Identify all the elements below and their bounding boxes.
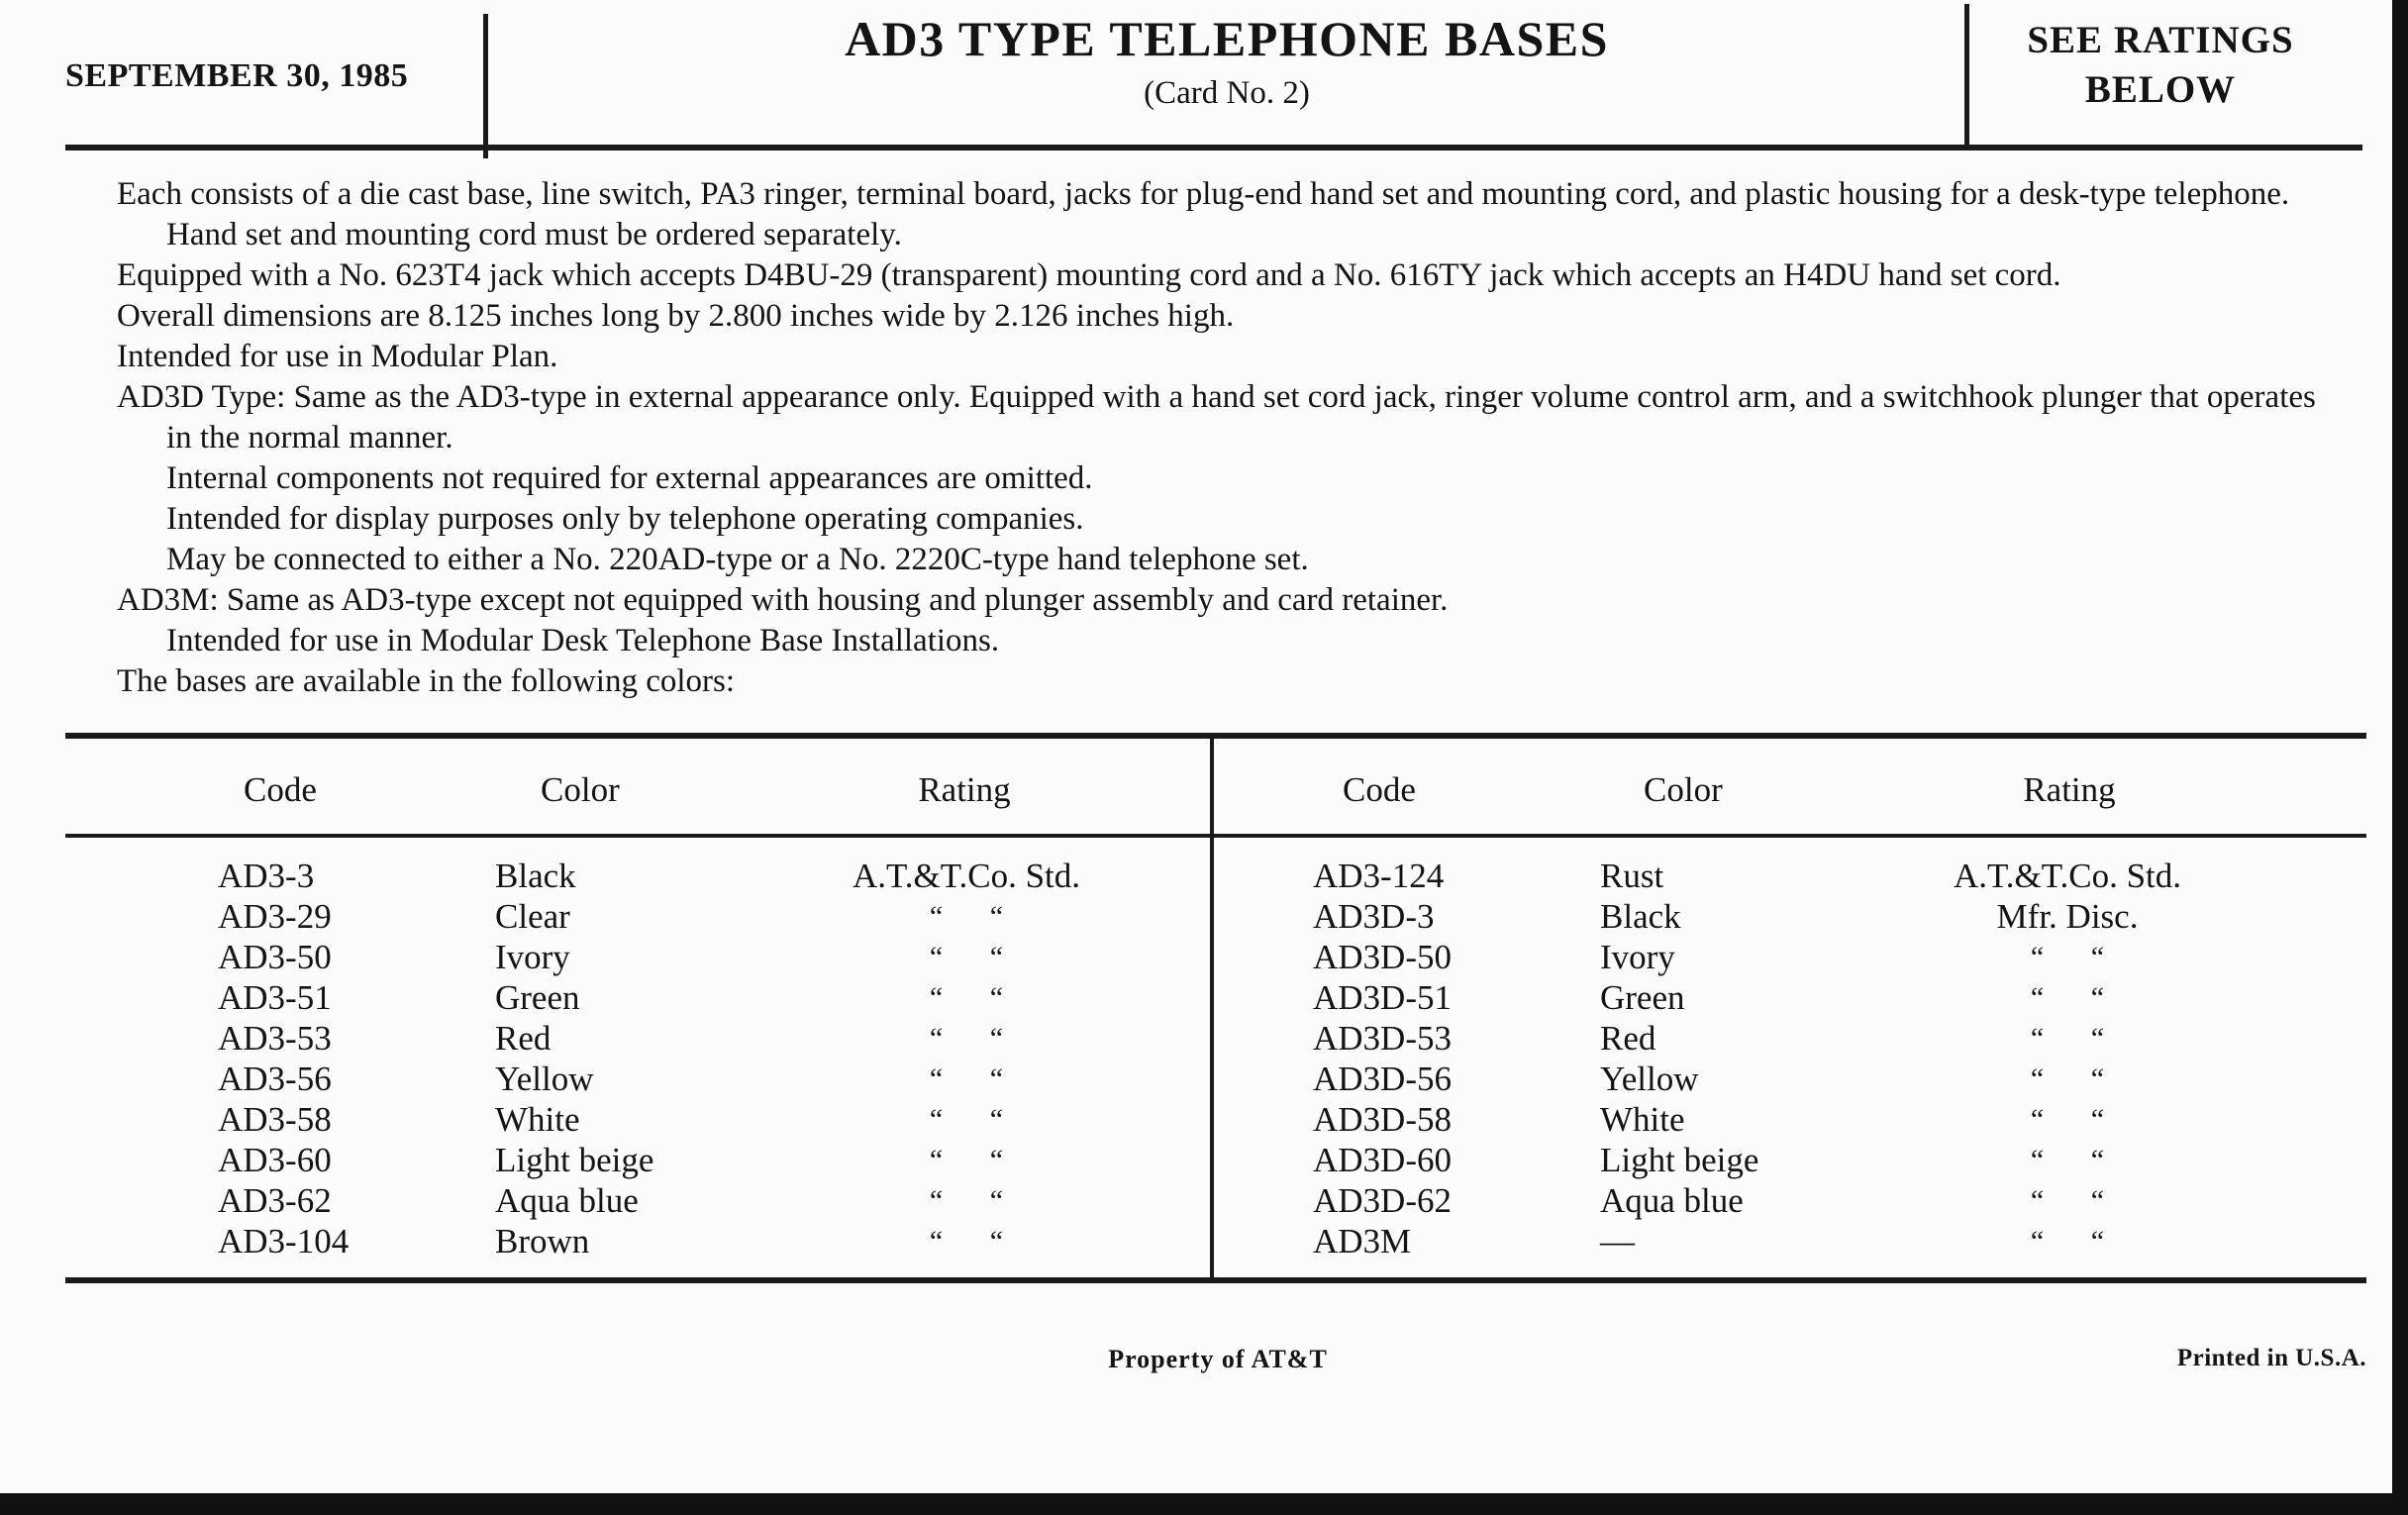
cell-color: Rust	[1600, 857, 1664, 895]
description-paragraph: Internal components not required for external appearances are omitted.	[166, 460, 1093, 496]
cell-color: Yellow	[495, 1060, 594, 1098]
cell-color: Red	[495, 1019, 552, 1058]
table-row	[0, 1018, 2392, 1059]
cell-rating: “ “	[2030, 941, 2105, 973]
cell-color: White	[495, 1100, 580, 1139]
cell-rating: “ “	[929, 981, 1004, 1014]
description-paragraph: AD3M: Same as AD3-type except not equipped with housing and plunger assembly and card retainer.	[117, 582, 1449, 618]
cell-code: AD3-53	[218, 1019, 332, 1058]
cell-rating: “ “	[929, 1103, 1004, 1136]
table-row	[0, 1221, 2392, 1262]
cell-rating: “ “	[2030, 1062, 2105, 1095]
cell-rating: “ “	[929, 1022, 1004, 1055]
cell-code: AD3D-50	[1313, 938, 1452, 976]
cell-code: AD3-56	[218, 1060, 332, 1098]
header-divider-right	[1964, 4, 1969, 151]
cell-color: Yellow	[1600, 1060, 1699, 1098]
description-paragraph: Intended for display purposes only by telephone operating companies.	[166, 501, 1084, 537]
description	[117, 174, 2325, 702]
description-paragraph: Equipped with a No. 623T4 jack which accepts D4BU-29 (transparent) mounting cord and a No. 616TY jack which accepts an H4DU hand set cord.	[117, 257, 2061, 293]
cell-rating: “ “	[929, 1062, 1004, 1095]
cell-color: Aqua blue	[1600, 1181, 1744, 1220]
ratings-note	[1972, 16, 2349, 115]
cell-rating: “ “	[2030, 1103, 2105, 1136]
cell-color: Green	[1600, 978, 1685, 1017]
property-note: Property of AT&T	[1108, 1345, 1328, 1373]
cell-code: AD3-62	[218, 1181, 332, 1220]
cell-code: AD3D-3	[1313, 897, 1435, 936]
cell-rating: “ “	[929, 1184, 1004, 1217]
cell-rating: A.T.&T.Co. Std.	[852, 857, 1081, 895]
ratings-note-line2: BELOW	[2084, 68, 2237, 111]
table-top-rule	[65, 733, 2366, 739]
page-title: AD3 TYPE TELEPHONE BASES	[845, 11, 1609, 66]
cell-code: AD3M	[1313, 1222, 1412, 1261]
ratings-note-line1: SEE RATINGS	[2027, 19, 2294, 61]
cell-code: AD3D-60	[1313, 1141, 1452, 1179]
cell-color: Ivory	[1600, 938, 1675, 976]
table-row	[0, 937, 2392, 977]
cell-rating: A.T.&T.Co. Std.	[1953, 857, 2182, 895]
cell-rating: “ “	[929, 900, 1004, 933]
left-header-code: Code	[244, 770, 317, 809]
right-header-color: Color	[1644, 770, 1723, 809]
cell-rating: “ “	[2030, 981, 2105, 1014]
cell-color: Light beige	[495, 1141, 654, 1179]
table-row	[0, 1180, 2392, 1221]
cell-code: AD3D-53	[1313, 1019, 1452, 1058]
table-row	[0, 977, 2392, 1018]
description-paragraph: Each consists of a die cast base, line switch, PA3 ringer, terminal board, jacks for plug-end hand set and mounting cord, and plastic housing for a desk-type telephone. Hand set and mounting cord must be ordered separately.	[117, 176, 2290, 252]
cell-color: Green	[495, 978, 580, 1017]
printed-note: Printed in U.S.A.	[2176, 1345, 2366, 1371]
cell-code: AD3-50	[218, 938, 332, 976]
card-number: (Card No. 2)	[1144, 75, 1310, 111]
table-row	[0, 1059, 2392, 1099]
cell-color: Light beige	[1600, 1141, 1759, 1179]
cell-color: Black	[1600, 897, 1681, 936]
table-row	[0, 856, 2392, 896]
cell-code: AD3D-62	[1313, 1181, 1452, 1220]
cell-code: AD3-29	[218, 897, 332, 936]
table-row	[0, 896, 2392, 937]
description-paragraph: The bases are available in the following colors:	[117, 663, 736, 699]
cell-code: AD3-58	[218, 1100, 332, 1139]
right-table-body	[0, 856, 2392, 1262]
left-header-color: Color	[541, 770, 620, 809]
table-header-rule	[65, 834, 2366, 838]
cell-color: White	[1600, 1100, 1685, 1139]
cell-color: Clear	[495, 897, 570, 936]
cell-rating: “ “	[929, 941, 1004, 973]
cell-rating: “ “	[929, 1144, 1004, 1176]
description-paragraph: May be connected to either a No. 220AD-type or a No. 2220C-type hand telephone set.	[166, 542, 1309, 577]
cell-color: Red	[1600, 1019, 1656, 1058]
right-header-rating: Rating	[2023, 770, 2116, 809]
cell-color: Black	[495, 857, 576, 895]
cell-code: AD3D-58	[1313, 1100, 1452, 1139]
cell-rating: “ “	[929, 1225, 1004, 1258]
cell-rating: “ “	[2030, 1022, 2105, 1055]
description-paragraph: Intended for use in Modular Desk Telephone Base Installations.	[166, 623, 1000, 658]
cell-code: AD3-51	[218, 978, 332, 1017]
cell-color: —	[1600, 1222, 1635, 1261]
table-row	[0, 1099, 2392, 1140]
cell-rating: Mfr. Disc.	[1996, 897, 2139, 936]
header-divider-left	[483, 14, 488, 158]
table-row	[0, 1140, 2392, 1180]
cell-code: AD3-104	[218, 1222, 350, 1261]
description-paragraph: Overall dimensions are 8.125 inches long by 2.800 inches wide by 2.126 inches high.	[117, 298, 1235, 334]
description-paragraph: AD3D Type: Same as the AD3-type in external appearance only. Equipped with a hand set cord jack, ringer volume control arm, and a switchhook plunger that operates in the normal manner.	[117, 379, 2316, 455]
left-header-rating: Rating	[918, 770, 1011, 809]
cell-color: Ivory	[495, 938, 570, 976]
cell-code: AD3D-56	[1313, 1060, 1452, 1098]
card-date: SEPTEMBER 30, 1985	[65, 57, 409, 94]
cell-color: Brown	[495, 1222, 590, 1261]
table-bottom-rule	[65, 1277, 2366, 1283]
cell-code: AD3D-51	[1313, 978, 1452, 1017]
cell-code: AD3-60	[218, 1141, 332, 1179]
cell-rating: “ “	[2030, 1184, 2105, 1217]
cell-rating: “ “	[2030, 1144, 2105, 1176]
description-paragraph: Intended for use in Modular Plan.	[117, 339, 558, 374]
cell-code: AD3-124	[1313, 857, 1445, 895]
header-rule	[65, 145, 2362, 151]
cell-code: AD3-3	[218, 857, 315, 895]
cell-color: Aqua blue	[495, 1181, 639, 1220]
cell-rating: “ “	[2030, 1225, 2105, 1258]
right-header-code: Code	[1343, 770, 1416, 809]
